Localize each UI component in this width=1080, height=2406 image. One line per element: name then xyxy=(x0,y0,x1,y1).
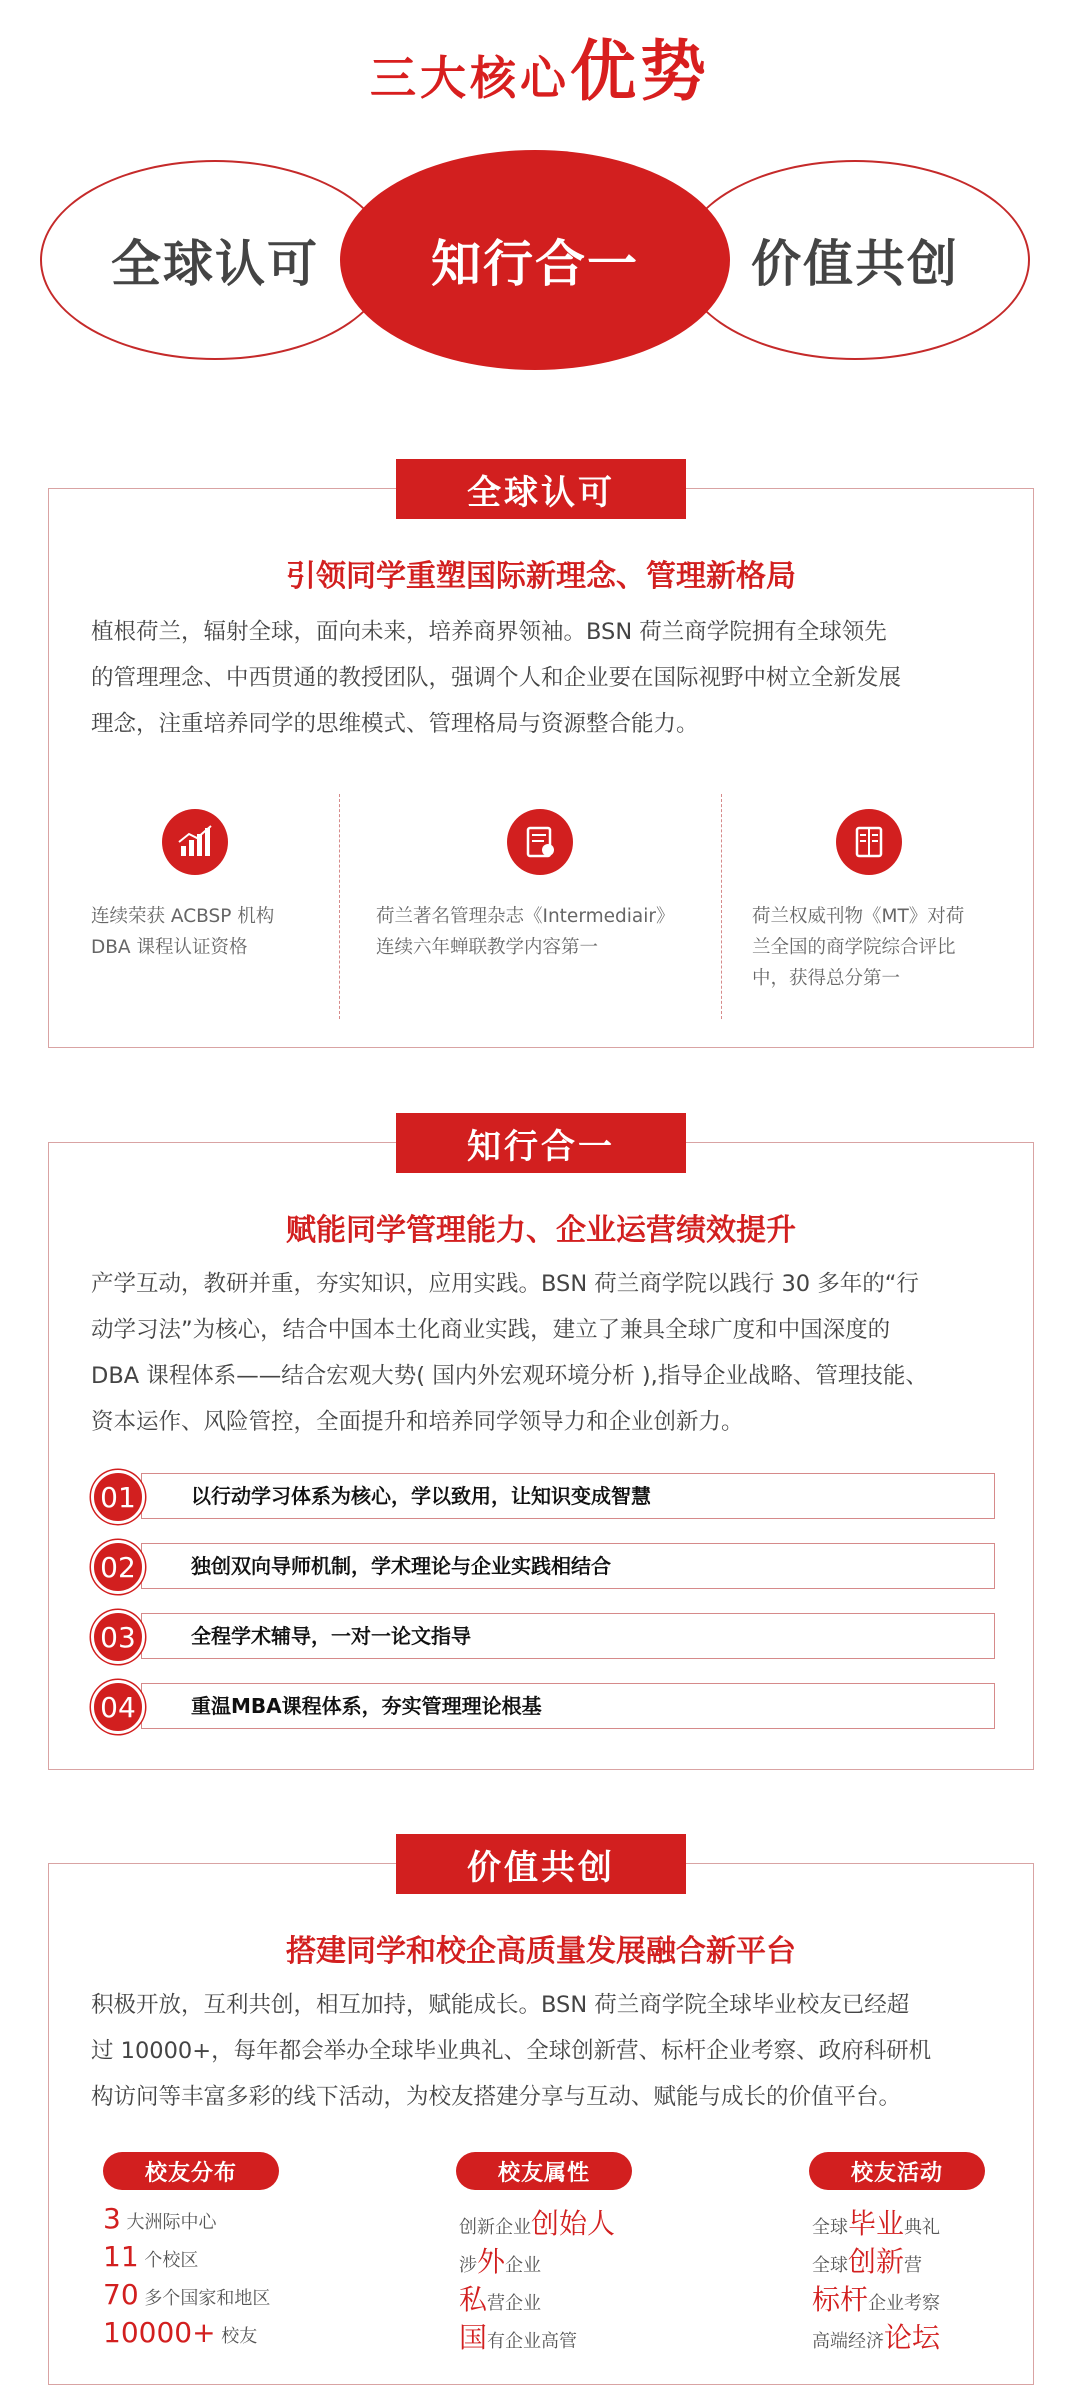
section-subhead: 搭建同学和校企高质量发展融合新平台 xyxy=(286,1934,796,1969)
divider xyxy=(339,794,340,1019)
section-banner: 价值共创 xyxy=(396,1834,686,1894)
stat-line: 国有企业高管 xyxy=(459,2321,578,2354)
stat-line: 高端经济论坛 xyxy=(812,2321,941,2354)
stat-line: 10000+ 校友 xyxy=(103,2316,258,2349)
list-item: 03 全程学术辅导，一对一论文指导 xyxy=(91,1610,995,1664)
stat-line: 3 大洲际中心 xyxy=(103,2202,217,2235)
stat-line: 涉外企业 xyxy=(459,2245,542,2278)
stat-line: 标杆企业考察 xyxy=(812,2283,941,2316)
hero-value-cocreation: 价值共创 xyxy=(680,160,1030,360)
feature-text-2: 荷兰著名管理杂志《Intermediair》 连续六年蝉联教学内容第一 xyxy=(376,906,675,958)
stat-line: 全球毕业典礼 xyxy=(812,2207,941,2240)
stat-line: 11 个校区 xyxy=(103,2240,199,2273)
hero-ellipses xyxy=(40,150,1040,370)
section-subhead: 引领同学重塑国际新理念、管理新格局 xyxy=(286,559,796,594)
section-paragraph: 植根荷兰，辐射全球，面向未来，培养商界领袖。BSN 荷兰商学院拥有全球领先 的管理理念、中西贯通的教授团队，强调个人和企业要在国际视野中树立全新发展 理念，注重培养同学的思维模式、管理格局与资源整合能力。 xyxy=(91,619,902,737)
section-value-cocreation xyxy=(48,1847,1034,2385)
alumni-activities-pill: 校友活动 xyxy=(809,2152,985,2190)
stat-line: 私营企业 xyxy=(459,2283,542,2316)
list-item: 01 以行动学习体系为核心，学以致用，让知识变成智慧 xyxy=(91,1470,995,1524)
title-part-2: 优势 xyxy=(570,33,710,110)
alumni-attributes-pill: 校友属性 xyxy=(456,2152,632,2190)
title-part-1: 三大核心 xyxy=(370,51,570,105)
divider xyxy=(721,794,722,1019)
section-global-recognition xyxy=(48,472,1034,1048)
alumni-distribution-pill: 校友分布 xyxy=(103,2152,279,2190)
hero-knowledge-action: 知行合一 xyxy=(340,150,730,370)
hero-global-recognition: 全球认可 xyxy=(40,160,390,360)
list-item: 02 独创双向导师机制，学术理论与企业实践相结合 xyxy=(91,1540,995,1594)
section-knowledge-action xyxy=(48,1126,1034,1770)
section-subhead: 赋能同学管理能力、企业运营绩效提升 xyxy=(286,1213,796,1248)
stat-line: 创新企业创始人 xyxy=(459,2207,616,2240)
stat-line: 70 多个国家和地区 xyxy=(103,2278,271,2311)
chart-icon xyxy=(162,809,228,875)
section-paragraph: 产学互动，教研并重，夯实知识，应用实践。BSN 荷兰商学院以践行 30 多年的“行 动学习法”为核心，结合中国本土化商业实践，建立了兼具全球广度和中国深度的 DBA 课程体系——结合宏观大势( 国内外宏观环境分析 ),指导企业战略、管理技能、 资本运作、风险管控，全面提升和培养同学领导力和企业创新力。 xyxy=(91,1271,928,1435)
book-icon xyxy=(836,809,902,875)
list-item: 04 重温MBA课程体系，夯实管理理论根基 xyxy=(91,1680,995,1734)
section-banner: 全球认可 xyxy=(396,459,686,519)
section-paragraph: 积极开放，互利共创，相互加持，赋能成长。BSN 荷兰商学院全球毕业校友已经超 过 10000+，每年都会举办全球毕业典礼、全球创新营、标杆企业考察、政府科研机 构访问等丰富多彩的线下活动，为校友搭建分享与互动、赋能与成长的价值平台。 xyxy=(91,1992,932,2110)
section-banner: 知行合一 xyxy=(396,1113,686,1173)
page-title xyxy=(0,18,1080,113)
stat-line: 全球创新营 xyxy=(812,2245,923,2278)
certificate-icon xyxy=(507,809,573,875)
feature-text-3: 荷兰权威刊物《MT》对荷 兰全国的商学院综合评比 中，获得总分第一 xyxy=(752,906,965,989)
feature-text-1: 连续荣获 ACBSP 机构 DBA 课程认证资格 xyxy=(91,906,275,958)
